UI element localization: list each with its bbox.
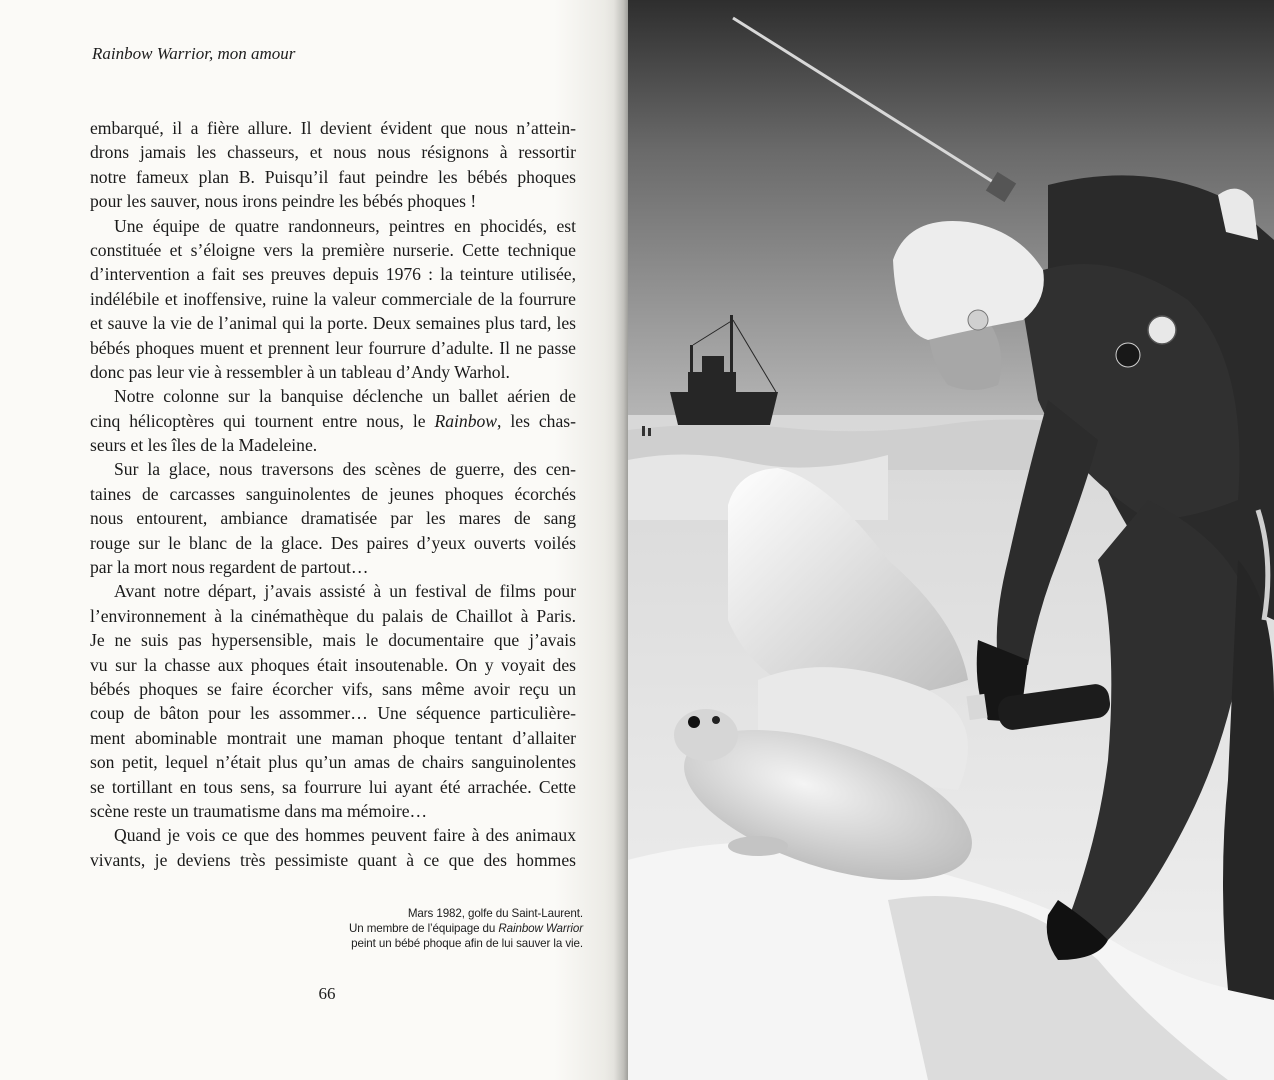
body-text [90,116,576,872]
text-line: seurs et les îles de la Madeleine. [90,435,318,456]
text-line: coup de bâton pour les assommer… Une séquence particulière- [90,703,576,724]
text-line: bébés phoques muent et prennent leur fourrure d’adulte. Il ne passe [90,337,576,358]
caption-line-2: Un membre de l’équipage du Rainbow Warrior [348,922,583,935]
distant-figure [642,426,645,436]
text-line: constituée et s’éloigne vers la première nurserie. Cette technique [90,239,576,260]
text-line: ment abominable montrait une maman phoque tentant d’allaiter [90,727,576,748]
text-line: scène reste un traumatisme dans ma mémoire… [90,800,428,821]
text-line: se tortillant en tous sens, sa fourrure lui ayant été arrachée. Cette [90,776,576,797]
text-line: vivants, je deviens très pessimiste quant à ce que des hommes [90,849,576,870]
photo-page [628,0,1274,1080]
distant-figure [648,428,651,436]
text-line: son petit, lequel n’était plus qu’un amas de chairs sanguinolentes [90,752,576,773]
text-line: et sauve la vie de l’animal qui la porte. Deux semaines plus tard, les [90,313,576,334]
text-line: embarqué, il a fière allure. Il devient évident que nous n’attein- [90,118,576,138]
text-line: bébés phoques se faire écorcher vifs, sans même avoir reçu un [90,678,576,699]
text-line: l’environnement à la cinémathèque du palais de Chaillot à Paris. [90,605,576,626]
text-line: Notre colonne sur la banquise déclenche un ballet aérien de [114,386,576,407]
text-line: Une équipe de quatre randonneurs, peintres en phocidés, est [114,215,576,236]
text-line: rouge sur le blanc de la glace. Des paires d’yeux ouverts voilés [90,532,576,553]
page-number: 66 [318,984,336,1003]
text-line: pour les sauver, nous irons peindre les bébés phoques ! [90,191,477,212]
text-line: taines de carcasses sanguinolentes de jeunes phoques écorchés [90,483,576,504]
text-line: Sur la glace, nous traversons des scènes de guerre, des cen- [114,459,576,480]
running-head: Rainbow Warrior, mon amour [92,44,296,63]
caption-line-1: Mars 1982, golfe du Saint-Laurent. [407,907,583,920]
text-line: drons jamais les chasseurs, et nous nous résignons à ressortir [90,142,576,163]
text-line: vu sur la chasse aux phoques était insoutenable. On y voyait des [90,654,576,675]
text-line: donc pas leur vie à ressembler à un tableau d’Andy Warhol. [90,361,510,382]
photo-caption [300,906,583,951]
seal-painting-photo [628,0,1274,1080]
text-line: Avant notre départ, j’avais assisté à un festival de films pour [114,581,576,602]
text-line: indélébile et inoffensive, ruine la valeur commerciale de la fourrure [90,288,576,309]
text-line: d’intervention a fait ses preuves depuis 1976 : la teinture utilisée, [90,264,576,285]
caption-line-3: peint un bébé phoque afin de lui sauver la vie. [351,937,583,950]
text-line: par la mort nous regardent de partout… [90,557,369,578]
text-line: notre fameux plan B. Puisqu’il faut peindre les bébés phoques [90,166,576,187]
left-page [0,0,630,1080]
text-line: cinq hélicoptères qui tournent entre nous, le Rainbow, les chas- [90,410,576,431]
text-line: nous entourent, ambiance dramatisée par les mares de sang [90,508,576,529]
text-line: Je ne suis pas hypersensible, mais le documentaire que j’avais [90,630,576,651]
text-line: Quand je vois ce que des hommes peuvent faire à des animaux [114,825,576,846]
